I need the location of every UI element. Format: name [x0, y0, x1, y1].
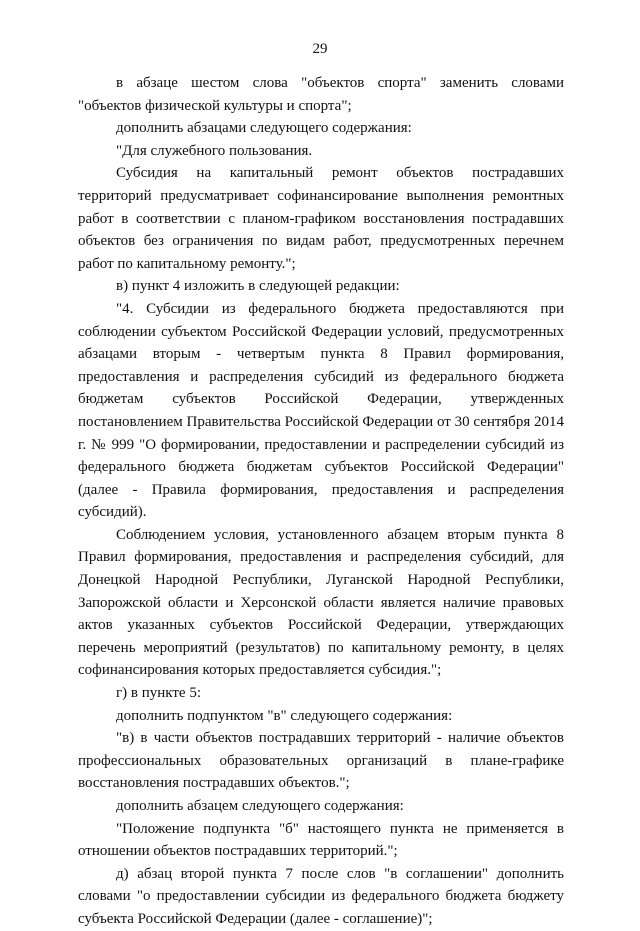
paragraph: дополнить абзацами следующего содержания: — [116, 120, 412, 137]
paragraph: д) абзац второй пункта 7 после слов "в соглашении" дополнить словами "о предоставлении субсидии из федерального бюджета бюджету субъекта Российской Федерации (далее - соглашение)"; — [78, 865, 564, 927]
page-number: 29 — [312, 41, 328, 57]
paragraph: дополнить подпунктом "в" следующего содержания: — [116, 707, 453, 724]
paragraph: Субсидия на капитальный ремонт объектов пострадавших территорий предусматривает софинансирование выполнения ремонтных работ в соответствии с планом-графиком восстановления пострадавших объектов без ограничения по видам работ, предусмотренных перечнем работ по капитальному ремонту."; — [78, 165, 564, 272]
paragraph: в абзаце шестом слова "объектов спорта" заменить словами "объектов физической культуры и спорта"; — [78, 75, 564, 114]
paragraph: дополнить абзацем следующего содержания: — [116, 798, 404, 814]
paragraph: в) пункт 4 изложить в следующей редакции: — [116, 278, 400, 295]
paragraph: г) в пункте 5: — [116, 685, 202, 702]
paragraph: "Положение подпункта "б" настоящего пункта не применяется в отношении объектов пострадавших территорий."; — [78, 820, 564, 860]
paragraph: "4. Субсидии из федерального бюджета предоставляются при соблюдении субъектом Российской Федерации условий, предусмотренных абзацами вторым - четвертым пункта 8 Правил формирования, предоставления и распределения субсидий из федерального бюджета бюджетам субъектов Российской Федерации, утвержденных постановлением Правительства Российской Федерации от 30 сентября 2014 г. № 999 "О формировании, предоставлении и распределении субсидий из федерального бюджета бюджетам субъектов Российской Федерации" (далее - Правила формирования, предоставления и распределения субсидий). — [78, 300, 564, 521]
paragraph: Соблюдением условия, установленного абзацем вторым пункта 8 Правил формирования, предоставления и распределения субсидий, для Донецкой Народной Республики, Луганской Народной Республики, Запорожской области и Херсонской области является наличие правовых актов указанных субъектов Российской Федерации, утверждающих перечень мероприятий (результатов) по капитальному ремонту, в целях софинансирования которых предоставляется субсидия."; — [78, 526, 564, 679]
paragraph: "в) в части объектов пострадавших территорий - наличие объектов профессиональных образовательных организаций в плане-графике восстановления пострадавших объектов."; — [78, 730, 564, 792]
document-body — [78, 72, 564, 931]
paragraph: "Для служебного пользования. — [116, 142, 313, 159]
